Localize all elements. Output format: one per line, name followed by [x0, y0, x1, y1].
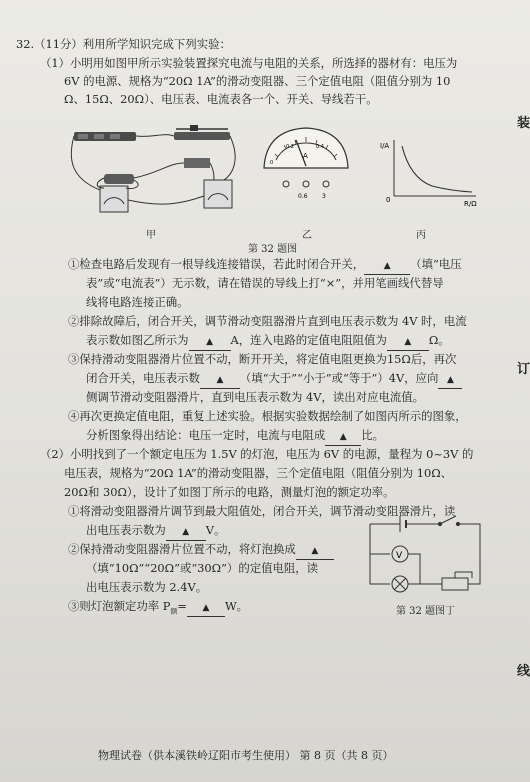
graph-y-label: I/A [380, 142, 390, 150]
voltmeter-letter: V [396, 551, 403, 561]
switch [184, 158, 210, 168]
figure-ding-circuit [360, 512, 490, 600]
tick-0-4: 0.4 [316, 144, 324, 150]
figure-bing-graph [372, 134, 482, 210]
page-footer: 物理试卷（供本溪铁岭辽阳市考生使用） 第 8 页（共 8 页） [98, 749, 394, 762]
dial-face [264, 128, 348, 168]
tick-0: 0 [270, 160, 274, 166]
step1-line3: 线将电路连接正确。 [86, 295, 189, 309]
meter-unit: A [303, 152, 308, 160]
step4-line1: ④再次更换定值电阻，重复上述实验。根据实验数据绘制了如图丙所示的图象， [68, 409, 467, 423]
label-jia: 甲 [146, 230, 156, 241]
label-bing: 丙 [416, 230, 426, 241]
inverse-curve [402, 146, 472, 192]
figure-jia-circuit [64, 118, 238, 224]
t2-line2: （填“10Ω”“20Ω”或“30Ω”）的定值电阻，读 [86, 561, 319, 575]
figure-ding-caption: 第 32 题图丁 [396, 606, 456, 617]
voltmeter-box [100, 186, 128, 212]
p1-line1: （1）小明用如图甲所示实验装置探究电流与电阻的关系，所选择的器材有：电压为 [40, 56, 458, 70]
p1-line2: 6V 的电源、规格为“20Ω 1A”的滑动变阻器、三个定值电阻（阻值分别为 10 [64, 74, 451, 88]
t3-line1: ③则灯泡额定功率 $P_额=$ ▲ W。 [68, 599, 249, 616]
p2-line2: 电压表，规格为“20Ω 1A”的滑动变阻器，三个定值电阻（阻值分别为 10Ω、 [64, 466, 453, 480]
figure-yi-ammeter [258, 124, 354, 204]
graph-origin: 0 [386, 196, 391, 204]
label-yi: 乙 [302, 230, 312, 241]
step3-line3: 侧调节滑动变阻器滑片，直到电压表示数为 4V，读出对应电流值。 [86, 390, 425, 404]
step2-line2: 表示数如图乙所示为 ▲ A，连入电路的定值电阻阻值为 ▲ Ω。 [86, 332, 450, 351]
p2-line1: （2）小明找到了一个额定电压为 1.5V 的灯泡，电压为 6V 的电源，量程为 0~3V 的 [40, 447, 474, 461]
side-mark-xian: 线 [516, 664, 530, 679]
rheostat-symbol [442, 578, 468, 590]
t2-line3: 出电压表示数为 2.4V。 [86, 580, 208, 594]
terminal-3: 3 [322, 193, 326, 200]
step1-line1: ①检查电路后发现有一根导线连接错误，若此时闭合开关， ▲ （填“电压 [68, 256, 462, 275]
terminal-0-6: 0.6 [298, 193, 308, 200]
step3-line2: 闭合开关，电压表示数 ▲ （填“大于”“小于”或“等于”）4V，应向 ▲ [86, 370, 462, 389]
step2-line1: ②排除故障后，闭合开关，调节滑动变阻器滑片直到电压表示数为 4V 时，电流 [68, 314, 467, 328]
step3-line1: ③保持滑动变阻器滑片位置不动，断开开关，将定值电阻更换为15Ω后，再次 [68, 352, 457, 366]
rheostat [174, 132, 230, 140]
graph-x-label: R/Ω [464, 200, 477, 208]
side-mark-zhuang: 装 [516, 116, 530, 131]
figure-caption: 第 32 题图 [248, 244, 298, 255]
tick-0-2: 0.2 [286, 144, 294, 150]
step1-line2: 表”或“电流表”）无示数，请在错误的导线上打“×”，并用笔画线代替导 [86, 276, 444, 290]
p1-line3: Ω、15Ω、20Ω）、电压表、电流表各一个、开关、导线若干。 [64, 92, 378, 106]
p2-line3: 20Ω和 30Ω），设计了如图丁所示的电路，测量灯泡的额定功率。 [64, 485, 395, 499]
t1-line2: 出电压表示数为 ▲ V。 [86, 522, 225, 541]
side-mark-ding: 订 [516, 362, 530, 377]
t2-line1: ②保持滑动变阻器滑片位置不动，将灯泡换成 ▲ [68, 541, 334, 560]
switch-lever [440, 516, 456, 524]
resistor [104, 174, 134, 184]
step4-line2: 分析图象得出结论：电压一定时，电流与电阻成 ▲ 比。 [86, 427, 384, 446]
t1-line1: ①将滑动变阻器滑片调节到最大阻值处，闭合开关，调节滑动变阻器滑片，读 [68, 504, 456, 518]
question-title: 32.（11分）利用所学知识完成下列实验： [16, 37, 231, 51]
